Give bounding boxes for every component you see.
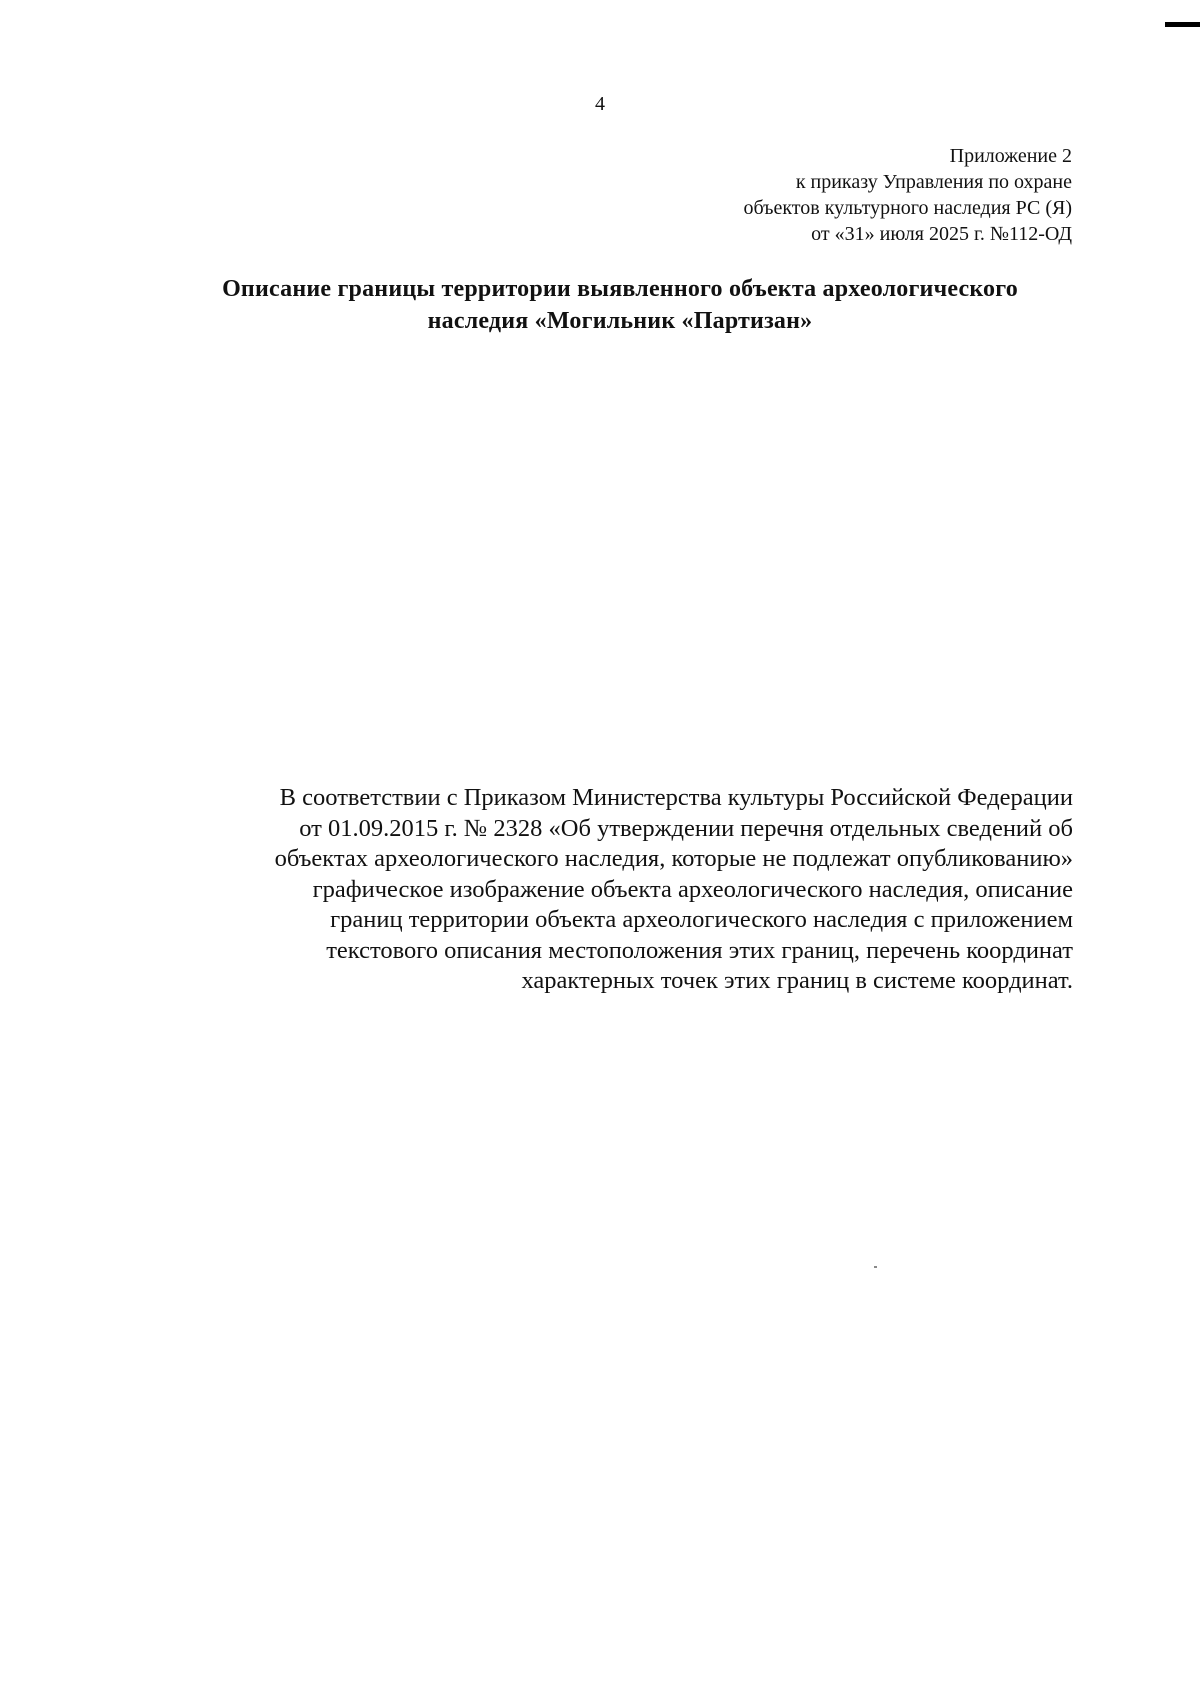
body-line: от 01.09.2015 г. № 2328 «Об утверждении перечня отдельных сведений об xyxy=(299,814,1073,842)
scan-speck xyxy=(874,1266,877,1268)
scan-edge-mark xyxy=(1165,22,1200,27)
body-line: графическое изображение объекта археологического наследия, описание xyxy=(312,875,1073,903)
appendix-line: Приложение 2 xyxy=(949,145,1072,167)
page-number: 4 xyxy=(595,93,605,115)
title-line: Описание границы территории выявленного объекта археологического xyxy=(222,276,1018,302)
body-line: границ территории объекта археологического наследия с приложением xyxy=(330,906,1073,933)
body-line: объектах археологического наследия, которые не подлежат опубликованию» xyxy=(274,845,1073,872)
body-paragraph xyxy=(153,783,1073,997)
document-title xyxy=(160,273,1080,337)
title-line: наследия «Могильник «Партизан» xyxy=(427,308,813,334)
body-line: текстового описания местоположения этих границ, перечень координат xyxy=(326,936,1073,964)
appendix-line: к приказу Управления по охране xyxy=(795,171,1072,193)
body-line: В соответствии с Приказом Министерства культуры Российской Федерации xyxy=(279,784,1073,811)
body-line: характерных точек этих границ в системе координат. xyxy=(521,967,1073,994)
appendix-line: объектов культурного наследия РС (Я) xyxy=(743,197,1072,219)
appendix-line: от «31» июля 2025 г. №112-ОД xyxy=(811,223,1072,245)
appendix-reference xyxy=(552,143,1072,247)
